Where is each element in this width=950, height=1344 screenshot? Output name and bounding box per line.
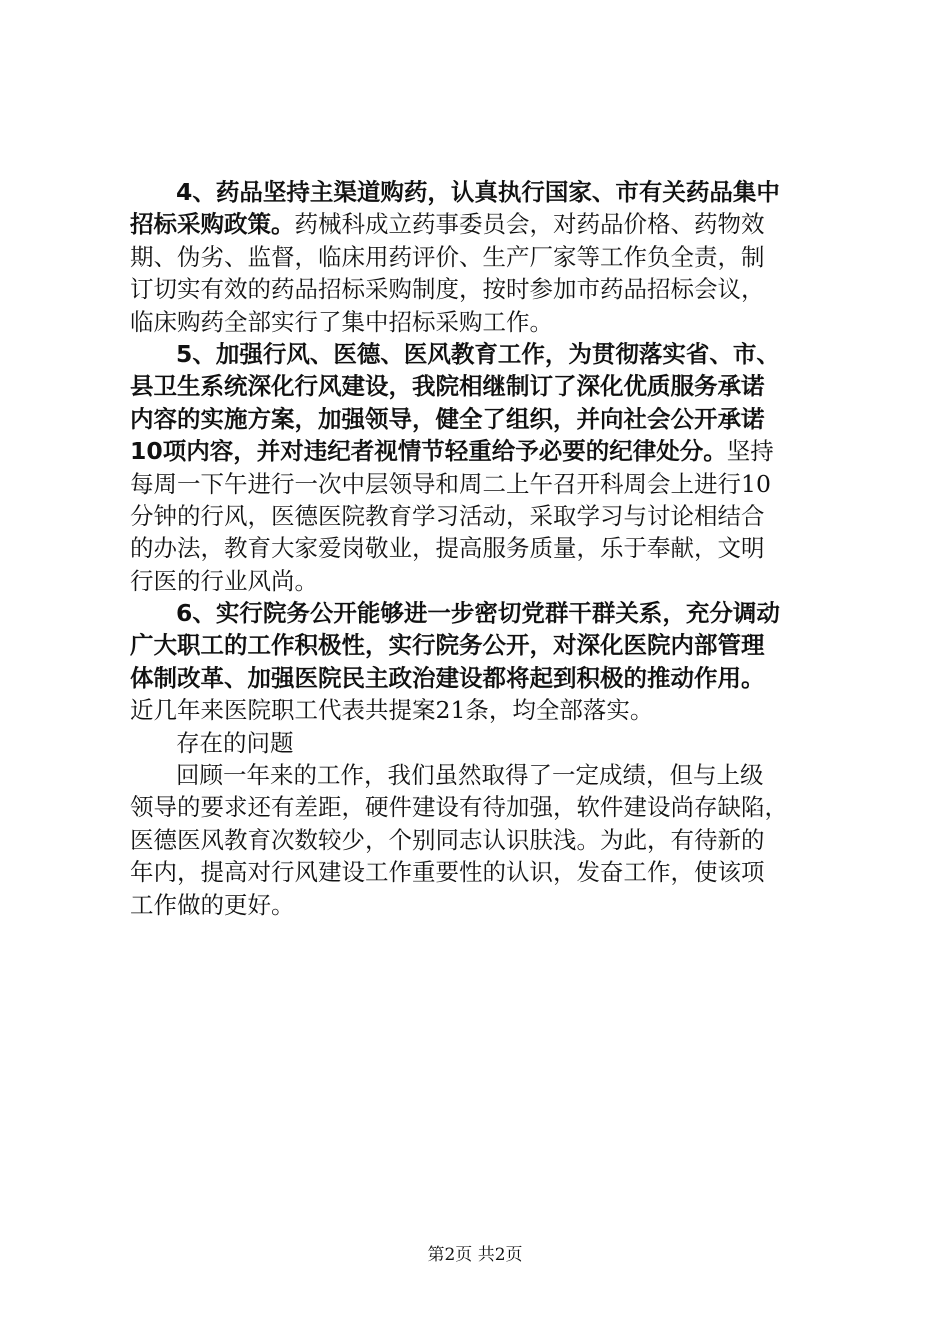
document-body — [130, 176, 830, 921]
text-line — [130, 176, 830, 208]
normal-text: 每周一下午进行一次中层领导和周二上午召开科周会上进行10 — [130, 469, 771, 498]
normal-text: 分钟的行风，医德医院教育学习活动，采取学习与讨论相结合 — [130, 501, 765, 530]
normal-text: 临床购药全部实行了集中招标采购工作。 — [130, 307, 553, 336]
text-line — [130, 889, 830, 921]
normal-text: 期、伪劣、监督，临床用药评价、生产厂家等工作负全责，制 — [130, 242, 765, 271]
normal-text: 领导的要求还有差距，硬件建设有待加强，软件建设尚存缺陷， — [130, 793, 788, 822]
text-line — [130, 565, 830, 597]
bold-text: 县卫生系统深化行风建设，我院相继制订了深化优质服务承诺 — [130, 372, 765, 401]
text-line — [130, 241, 830, 273]
text-line — [130, 273, 830, 305]
text-line — [130, 629, 830, 661]
text-line — [130, 208, 830, 240]
normal-text: 存在的问题 — [176, 728, 294, 757]
text-line — [130, 403, 830, 435]
text-line — [130, 694, 830, 726]
text-line — [130, 306, 830, 338]
normal-text: 订切实有效的药品招标采购制度，按时参加市药品招标会议， — [130, 275, 765, 304]
bold-text: 6、实行院务公开能够进一步密切党群干群关系，充分调动 — [176, 599, 780, 628]
bold-text: 4、药品坚持主渠道购药，认真执行国家、市有关药品集中 — [176, 178, 780, 206]
page-footer: 第2页 共2页 — [427, 1245, 523, 1265]
text-line — [130, 791, 830, 823]
text-line — [130, 532, 830, 564]
normal-text: 回顾一年来的工作，我们虽然取得了一定成绩，但与上级 — [176, 761, 764, 790]
bold-text: 10项内容，并对违纪者视情节轻重给予必要的纪律处分。 — [130, 437, 727, 466]
paragraph — [130, 727, 830, 759]
text-line — [130, 856, 830, 888]
text-line — [130, 597, 830, 629]
bold-text: 5、加强行风、医德、医风教育工作，为贯彻落实省、市、 — [176, 339, 780, 368]
bold-text: 内容的实施方案，加强领导，健全了组织，并向社会公开承诺 — [130, 404, 765, 433]
bold-text: 招标采购政策。 — [130, 210, 295, 239]
text-line — [130, 759, 830, 791]
paragraph — [130, 338, 830, 597]
bold-text: 体制改革、加强医院民主政治建设都将起到积极的推动作用。 — [130, 663, 765, 692]
text-line — [130, 370, 830, 402]
normal-text: 年内，提高对行风建设工作重要性的认识，发奋工作，使该项 — [130, 858, 765, 887]
bold-text: 广大职工的工作积极性，实行院务公开，对深化医院内部管理 — [130, 631, 765, 660]
text-line — [130, 662, 830, 694]
normal-text: 药械科成立药事委员会，对药品价格、药物效 — [294, 210, 765, 239]
normal-text: 工作做的更好。 — [130, 890, 295, 919]
text-line — [130, 338, 830, 370]
normal-text: 行医的行业风尚。 — [130, 566, 318, 595]
paragraph — [130, 759, 830, 921]
normal-text: 近几年来医院职工代表共提案21条，均全部落实。 — [130, 696, 654, 725]
text-line — [130, 468, 830, 500]
paragraph — [130, 597, 830, 727]
normal-text: 的办法，教育大家爱岗敬业，提高服务质量，乐于奉献，文明 — [130, 534, 765, 563]
text-line — [130, 500, 830, 532]
normal-text: 医德医风教育次数较少，个别同志认识肤浅。为此，有待新的 — [130, 825, 765, 854]
text-line — [130, 824, 830, 856]
text-line — [130, 435, 830, 467]
text-line — [130, 727, 830, 759]
paragraph — [130, 176, 830, 338]
normal-text: 坚持 — [726, 437, 774, 466]
